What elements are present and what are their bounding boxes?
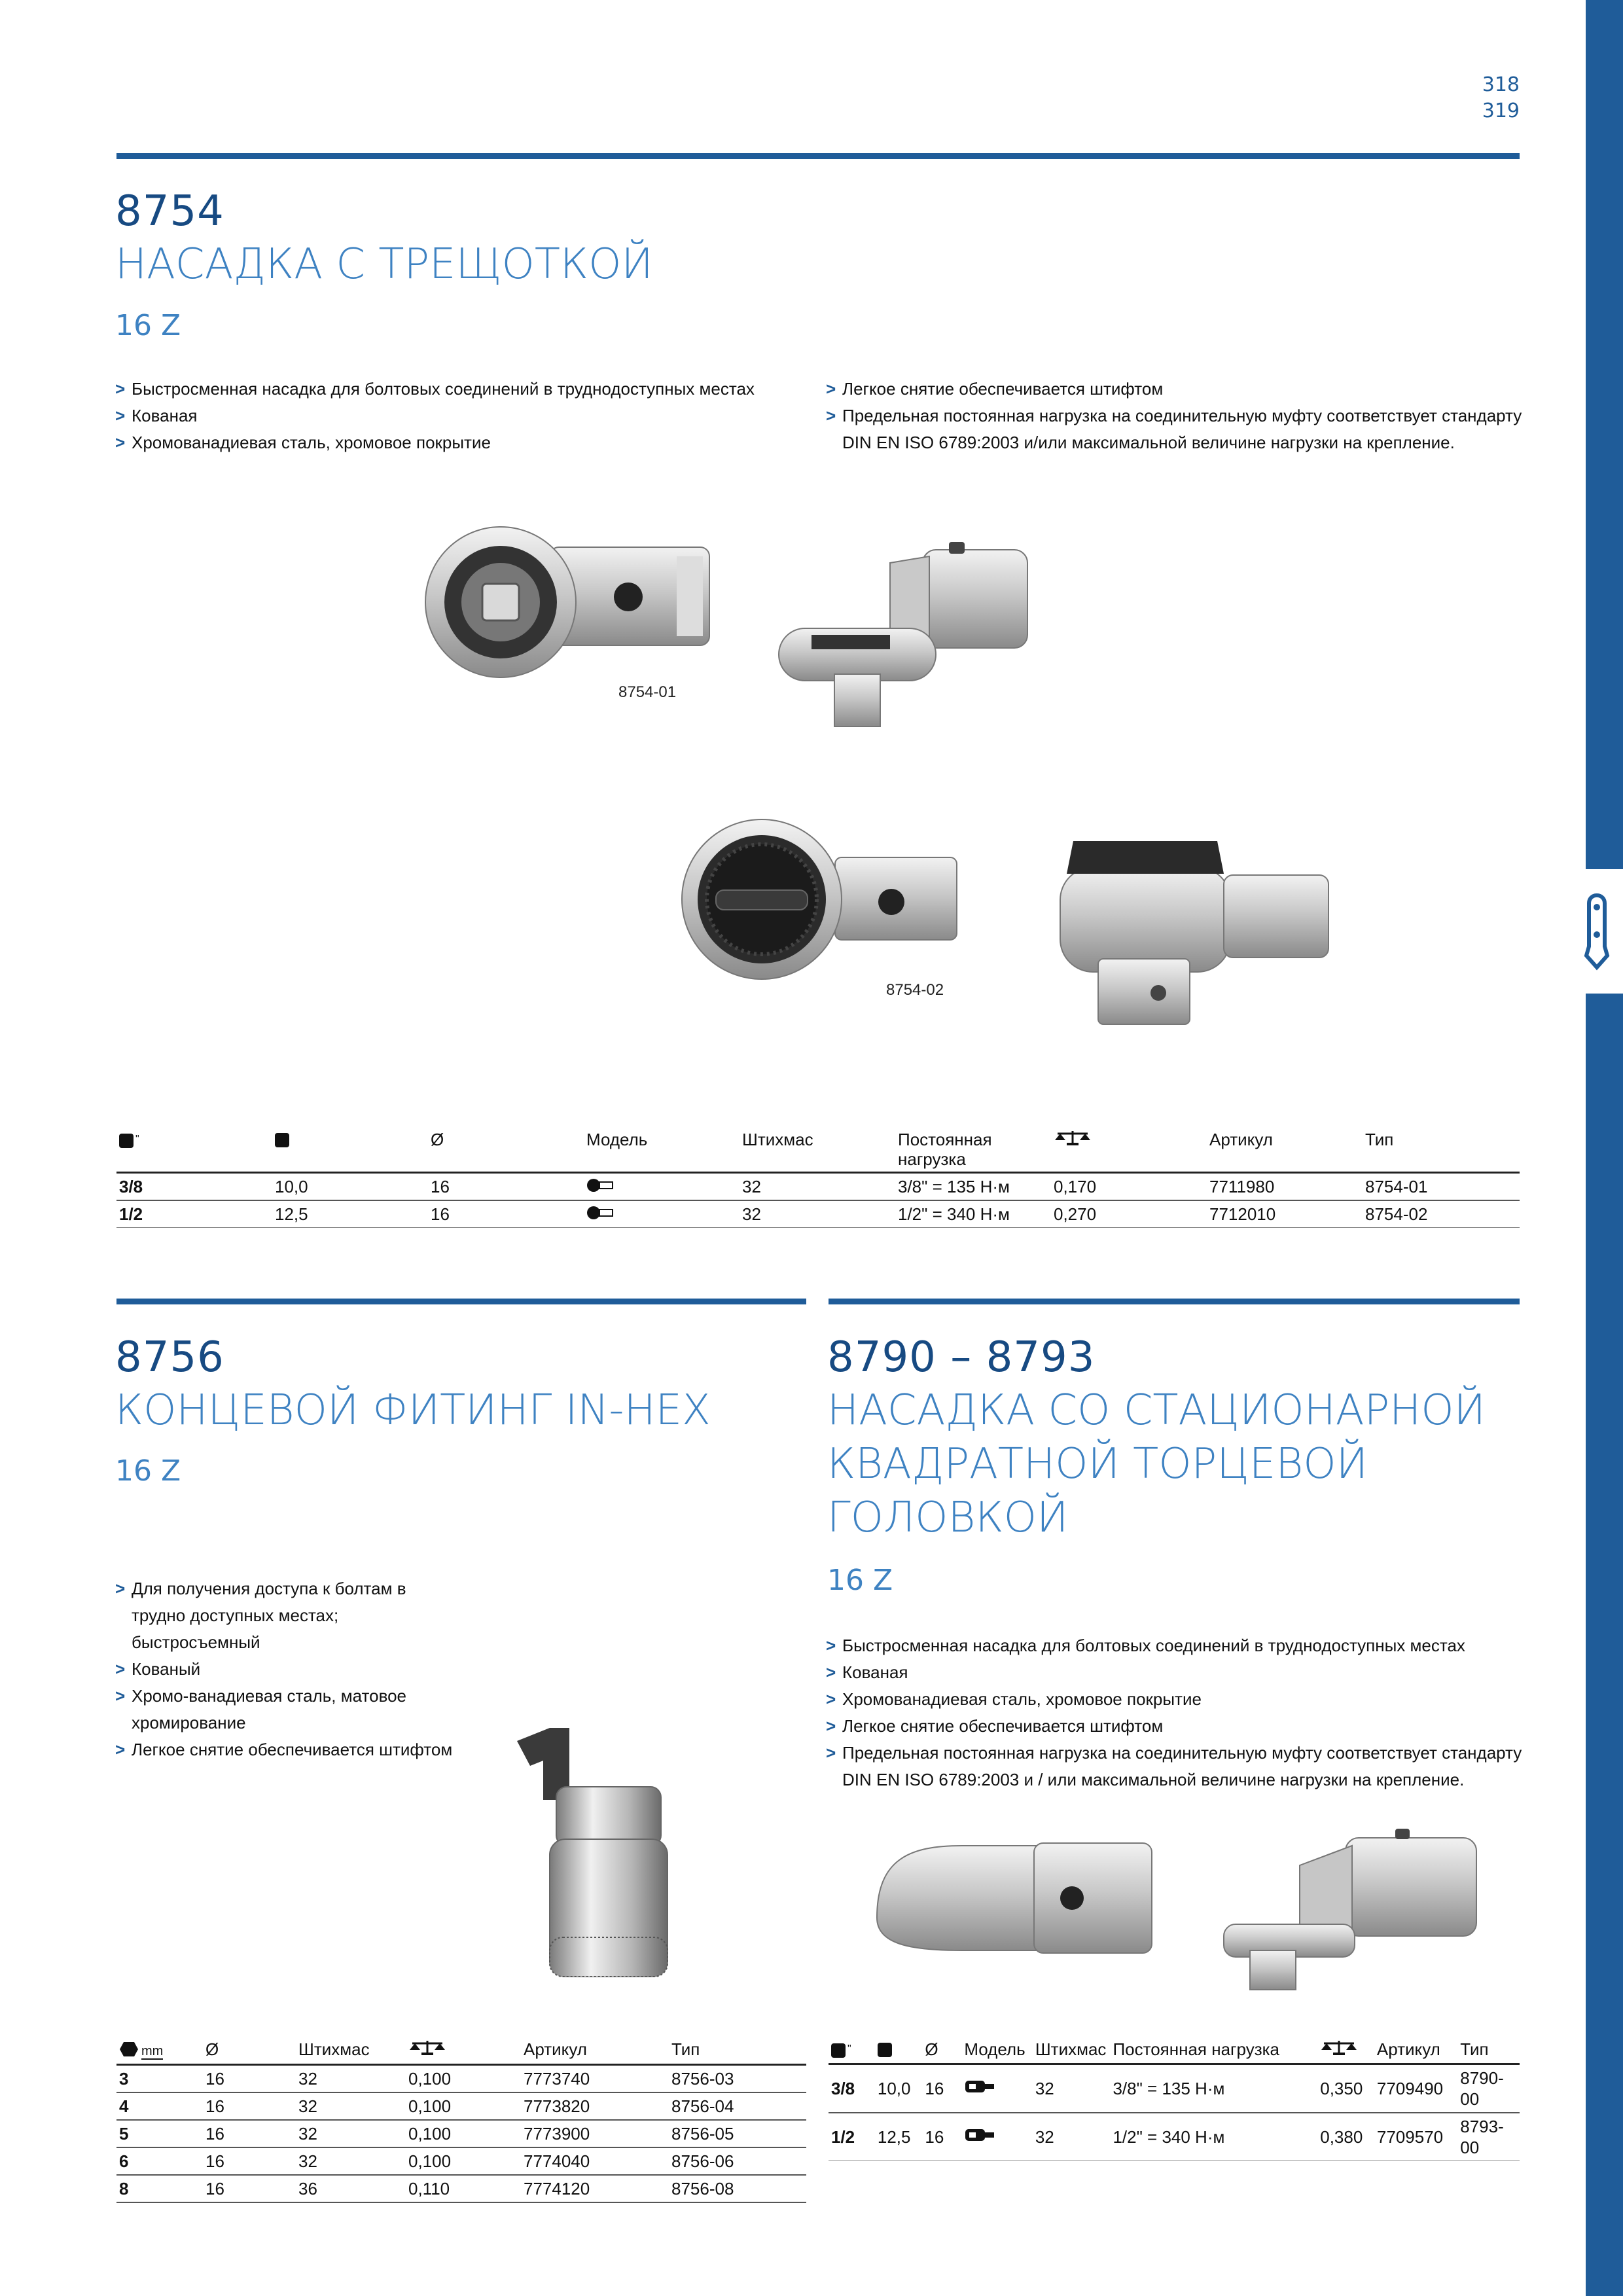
col-model: Модель bbox=[586, 1130, 648, 1149]
col-load: Постоянная нагрузка bbox=[1113, 2039, 1280, 2059]
product-code: 8790 – 8793 bbox=[827, 1333, 1096, 1382]
weight-scale-icon bbox=[1320, 2039, 1358, 2056]
col-drive-inch: " bbox=[116, 1130, 272, 1173]
category-tab bbox=[1571, 869, 1623, 994]
table-row: 6 16 32 0,100 7774040 8756-06 bbox=[116, 2147, 806, 2175]
table-row: 4 16 32 0,100 7773820 8756-04 bbox=[116, 2092, 806, 2120]
col-load: Постоянная нагрузка bbox=[898, 1130, 992, 1169]
feature-list bbox=[826, 1632, 1526, 1793]
arrow-icon: > bbox=[115, 1740, 126, 1759]
col-model: Модель bbox=[964, 2039, 1026, 2059]
spec-table-8756 bbox=[116, 2039, 806, 2203]
table-row: 8 16 36 0,110 7774120 8756-08 bbox=[116, 2175, 806, 2202]
table-row: 5 16 32 0,100 7773900 8756-05 bbox=[116, 2120, 806, 2147]
product-code: 8754 bbox=[115, 187, 224, 236]
table-row: 3/8 10,0 16 32 3/8" = 135 Н·м 0,350 7709490 8790-00 bbox=[829, 2064, 1520, 2113]
col-type: Тип bbox=[1460, 2039, 1489, 2059]
ratchet-model-icon bbox=[586, 1178, 615, 1193]
feature-item: > Предельная постоянная нагрузка на соединительную муфту соответствует стандарту DIN EN ISO 6789:2003 и / или максимальной величине нагрузки на крепление. bbox=[826, 1740, 1526, 1793]
product-title-line: НАСАДКА СО СТАЦИОНАРНОЙ bbox=[827, 1386, 1486, 1435]
product-image-8756 bbox=[504, 1728, 687, 1990]
product-title: КОНЦЕВОЙ ФИТИНГ IN-HEX bbox=[115, 1386, 711, 1435]
section-rule bbox=[829, 1299, 1520, 1304]
feature-item: > Кованая bbox=[115, 403, 796, 429]
arrow-icon: > bbox=[115, 379, 126, 399]
fixed-square-model-icon bbox=[964, 2127, 997, 2143]
product-image-8754-02-side bbox=[1047, 828, 1342, 1037]
feature-item: > Для получения доступа к болтам в трудно доступных местах; быстросъемный bbox=[115, 1575, 455, 1656]
product-subtitle: 16 Z bbox=[115, 1454, 181, 1488]
arrow-icon: > bbox=[826, 1689, 836, 1709]
col-type: Тип bbox=[1365, 1130, 1394, 1149]
product-image-8754-02-top bbox=[678, 818, 966, 982]
image-caption: 8754-02 bbox=[886, 981, 944, 999]
wrench-category-icon bbox=[1571, 869, 1623, 994]
table-row: 3 16 32 0,100 7773740 8756-03 bbox=[116, 2065, 806, 2093]
square-drive-icon bbox=[119, 1134, 134, 1148]
square-drive-icon bbox=[878, 2043, 892, 2057]
table-row: 1/2 12,5 16 32 1/2" = 340 Н·м 0,380 7709570 8793-00 bbox=[829, 2113, 1520, 2161]
feature-item: > Легкое снятие обеспечивается штифтом bbox=[115, 1736, 455, 1763]
arrow-icon: > bbox=[826, 1743, 836, 1763]
col-drive bbox=[272, 1130, 428, 1173]
product-subtitle: 16 Z bbox=[115, 309, 181, 342]
col-article: Артикул bbox=[1209, 1130, 1273, 1149]
spec-table-8790 bbox=[829, 2039, 1520, 2161]
col-diameter: Ø bbox=[205, 2039, 219, 2059]
col-diameter: Ø bbox=[925, 2039, 938, 2059]
section-rule bbox=[116, 153, 1520, 159]
feature-item: > Предельная постоянная нагрузка на соединительную муфту соответствует стандарту DIN EN ISO 6789:2003 и/или максимальной величине нагрузки на крепление. bbox=[826, 403, 1526, 456]
col-type: Тип bbox=[671, 2039, 700, 2059]
side-band bbox=[1586, 0, 1623, 2296]
feature-item: > Быстросменная насадка для болтовых соединений в труднодоступных местах bbox=[826, 1632, 1526, 1659]
col-article: Артикул bbox=[524, 2039, 587, 2059]
table-row: 3/8 10,0 16 32 3/8" = 135 Н·м 0,170 7711980 8754-01 bbox=[116, 1173, 1520, 1201]
col-pitch: Штихмас bbox=[1035, 2039, 1107, 2059]
table-row: 1/2 12,5 16 32 1/2" = 340 Н·м 0,270 7712010 8754-02 bbox=[116, 1200, 1520, 1228]
arrow-icon: > bbox=[115, 406, 126, 425]
product-image-8754-01-side bbox=[772, 537, 1047, 740]
col-diameter: Ø bbox=[431, 1130, 444, 1149]
arrow-icon: > bbox=[826, 1716, 836, 1736]
square-drive-icon bbox=[831, 2043, 846, 2058]
col-weight bbox=[1051, 1130, 1207, 1173]
feature-item: > Кованая bbox=[826, 1659, 1526, 1686]
col-hex-size: mm bbox=[116, 2039, 203, 2065]
image-caption: 8754-01 bbox=[618, 683, 677, 701]
product-image-8790-top bbox=[870, 1833, 1158, 1964]
col-article: Артикул bbox=[1376, 2039, 1440, 2059]
feature-list-right bbox=[826, 376, 1526, 456]
product-image-8790-side bbox=[1221, 1826, 1483, 1996]
product-title-line: КВАДРАТНОЙ ТОРЦЕВОЙ bbox=[827, 1440, 1368, 1488]
spec-table-8754 bbox=[116, 1130, 1520, 1228]
product-title-line: ГОЛОВКОЙ bbox=[827, 1494, 1069, 1542]
feature-list-left bbox=[115, 376, 796, 456]
product-subtitle: 16 Z bbox=[827, 1564, 893, 1597]
product-title: НАСАДКА С ТРЕЩОТКОЙ bbox=[115, 240, 653, 289]
feature-item: > Хромованадиевая сталь, хромовое покрытие bbox=[115, 429, 796, 456]
arrow-icon: > bbox=[115, 1686, 126, 1706]
weight-scale-icon bbox=[408, 2039, 446, 2056]
page-number-left: 318 bbox=[1482, 73, 1520, 96]
arrow-icon: > bbox=[115, 1659, 126, 1679]
product-image-8754-01-top bbox=[419, 524, 720, 687]
arrow-icon: > bbox=[826, 1662, 836, 1682]
feature-item: > Кованый bbox=[115, 1656, 455, 1683]
col-weight bbox=[1317, 2039, 1374, 2064]
section-rule bbox=[116, 1299, 806, 1304]
page-number-right: 319 bbox=[1482, 99, 1520, 122]
feature-item: > Легкое снятие обеспечивается штифтом bbox=[826, 1713, 1526, 1740]
feature-item: > Хромованадиевая сталь, хромовое покрытие bbox=[826, 1686, 1526, 1713]
col-pitch: Штихмас bbox=[742, 1130, 813, 1149]
arrow-icon: > bbox=[826, 1636, 836, 1655]
arrow-icon: > bbox=[115, 433, 126, 452]
feature-list bbox=[115, 1575, 455, 1763]
arrow-icon: > bbox=[826, 406, 836, 425]
arrow-icon: > bbox=[826, 379, 836, 399]
col-weight bbox=[406, 2039, 521, 2065]
arrow-icon: > bbox=[115, 1579, 126, 1598]
feature-item: > Легкое снятие обеспечивается штифтом bbox=[826, 376, 1526, 403]
col-drive bbox=[875, 2039, 923, 2064]
fixed-square-model-icon bbox=[964, 2079, 997, 2094]
product-code: 8756 bbox=[115, 1333, 224, 1382]
col-drive-inch: " bbox=[829, 2039, 875, 2064]
feature-item: > Хромо-ванадиевая сталь, матовое хромирование bbox=[115, 1683, 455, 1736]
feature-item: > Быстросменная насадка для болтовых соединений в труднодоступных местах bbox=[115, 376, 796, 403]
weight-scale-icon bbox=[1054, 1130, 1092, 1147]
col-pitch: Штихмас bbox=[298, 2039, 370, 2059]
hex-icon bbox=[119, 2041, 139, 2057]
ratchet-model-icon bbox=[586, 1206, 615, 1220]
square-drive-icon bbox=[275, 1133, 289, 1147]
